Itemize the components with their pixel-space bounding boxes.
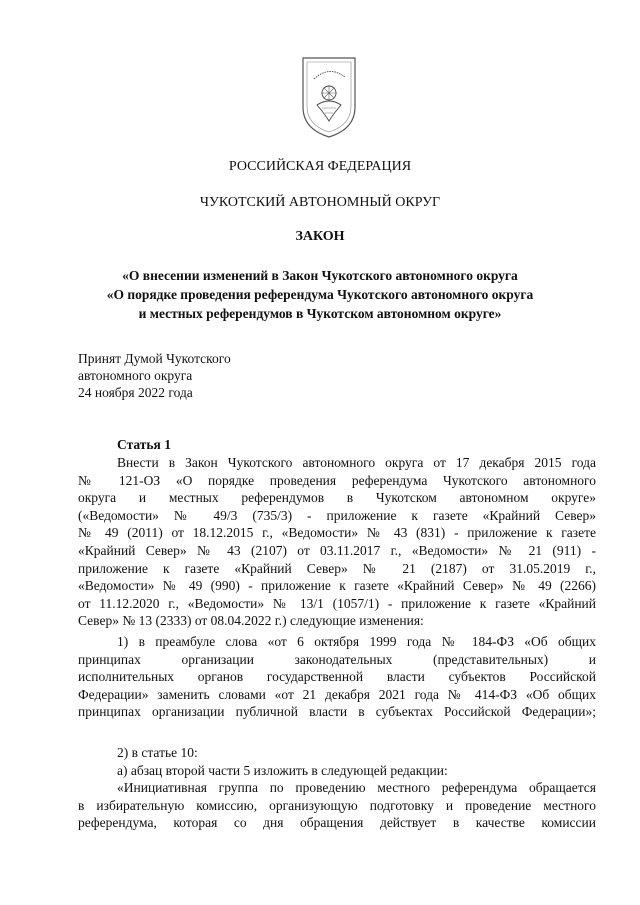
adoption-date: 24 ноября 2022 года	[78, 385, 193, 400]
adoption-line: автономного округа	[78, 368, 193, 383]
text-line: принципах организации публичной власти в субъектах Российской Федерации»;	[78, 704, 596, 720]
region-heading: ЧУКОТСКИЙ АВТОНОМНЫЙ ОКРУГ	[199, 195, 441, 210]
law-title	[0, 266, 640, 323]
text-line: 2) в статье 10:	[117, 745, 198, 760]
text-line: в избирательную комиссию, организующую подготовку и проведение местного	[78, 797, 596, 813]
text-line: референдума, которая со дня обращения действует в качестве комиссии	[78, 815, 596, 831]
text-line: 1) в преамбуле слова «от 6 октября 1999 года № 184-ФЗ «Об общих	[117, 634, 596, 649]
text-line: «Ведомости» № 49 (990) - приложение к газете «Крайний Север» № 49 (2266)	[78, 578, 596, 594]
document-type-heading: ЗАКОН	[295, 229, 345, 244]
text-line: «Крайний Север» № 43 (2107) от 03.11.2017 г., «Ведомости» № 21 (911) -	[78, 542, 596, 558]
item-2-paragraph	[78, 744, 596, 832]
country-heading: РОССИЙСКАЯ ФЕДЕРАЦИЯ	[228, 159, 412, 174]
text-line: Федерации» заменить словами «от 21 декабря 2021 года № 414-ФЗ «Об общих	[78, 686, 596, 702]
law-title-line: «О порядке проведения референдума Чукотского автономного округа	[106, 287, 534, 302]
text-line: № 121-ОЗ «О порядке проведения референдума Чукотского автономного	[78, 472, 596, 488]
text-line: а) абзац второй части 5 изложить в следующей редакции:	[117, 762, 448, 778]
text-line: «Инициативная группа по проведению местного референдума обращается	[117, 780, 596, 796]
adoption-note	[78, 350, 231, 401]
text-line: («Ведомости» № 49/3 (735/3) - приложение к газете «Крайний Север»	[78, 507, 596, 523]
item-1-paragraph	[78, 633, 596, 721]
article-intro-paragraph	[78, 454, 596, 630]
text-line: приложение к газете «Крайний Север» № 21 (2187) от 31.05.2019 г.,	[78, 560, 596, 576]
text-line: принципах организации законодательных (представительных) и	[78, 651, 596, 667]
text-line: округа и местных референдумов в Чукотском автономном округе»	[78, 490, 596, 506]
law-title-line: и местных референдумов в Чукотском автономном округе»	[138, 306, 502, 321]
law-title-line: «О внесении изменений в Закон Чукотского автономного округа	[122, 268, 518, 283]
text-line: Внести в Закон Чукотского автономного округа от 17 декабря 2015 года	[117, 455, 596, 470]
text-line: Север» № 13 (2333) от 08.04.2022 г.) следующие изменения:	[78, 613, 424, 629]
text-line: исполнительных органов государственной власти субъектов Российской	[78, 669, 596, 685]
adoption-line: Принят Думой Чукотского	[78, 351, 231, 366]
text-line: от 11.12.2020 г., «Ведомости» № 13/1 (1057/1) - приложение к газете «Крайний	[78, 595, 596, 611]
text-line: № 49 (2011) от 18.12.2015 г., «Ведомости» № 43 (831) - приложение к газете	[78, 525, 596, 541]
coat-of-arms-icon	[300, 55, 358, 139]
article-heading: Статья 1	[117, 437, 171, 452]
